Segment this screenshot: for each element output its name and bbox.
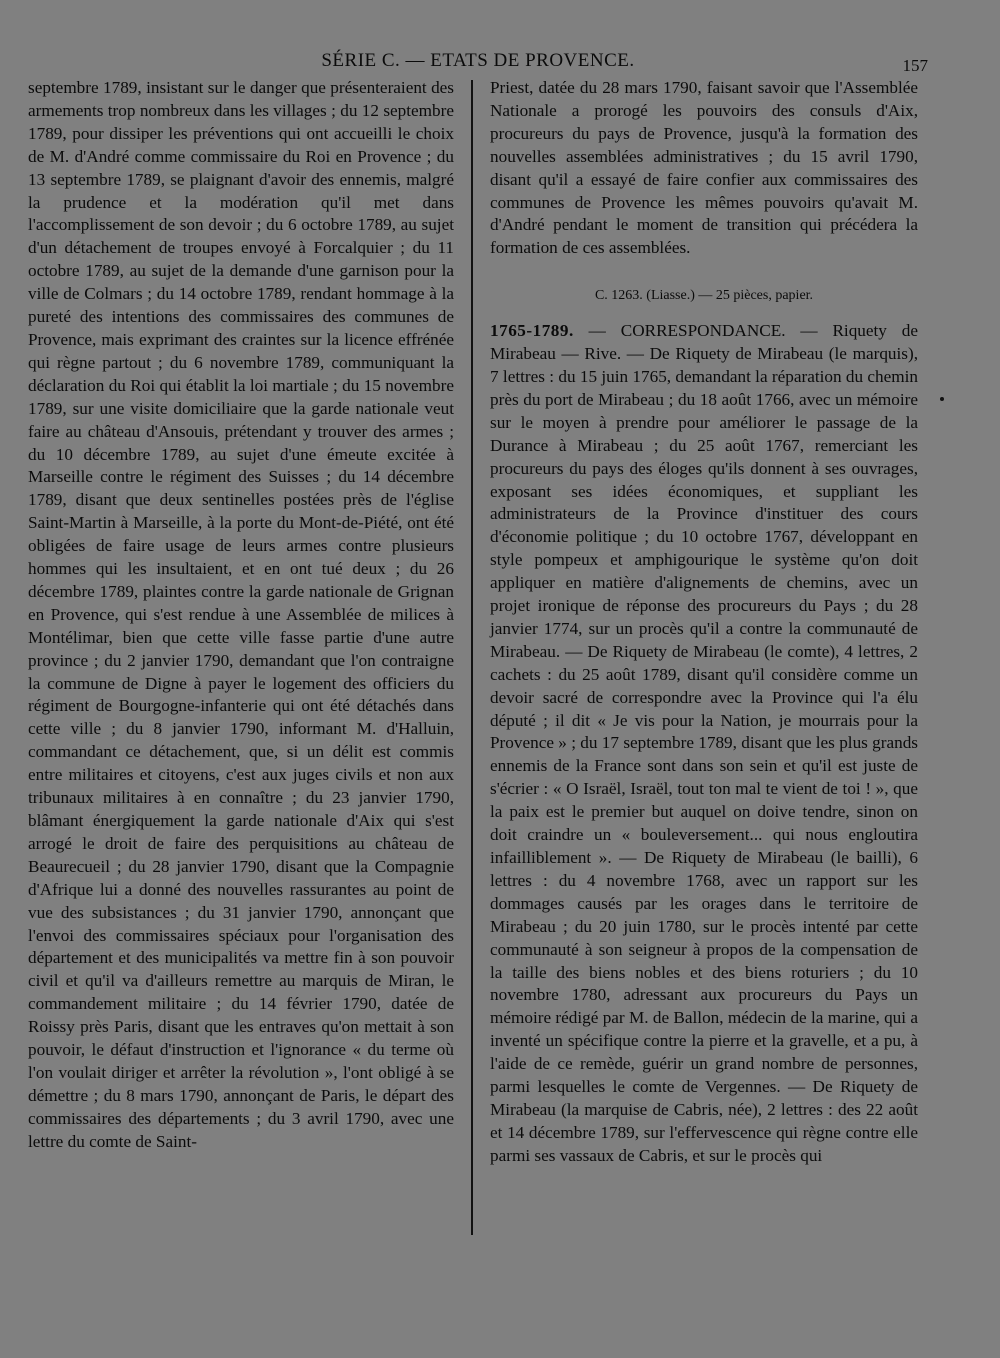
margin-dot [940, 397, 944, 401]
page-header [28, 50, 928, 74]
left-column-text: septembre 1789, insistant sur le danger que présenteraient des armements trop nombreux dans les villages ; du 12 septembre 1789, pour dissiper les préventions qui ont accueilli le choix de M. d'André comme commissaire du Roi en Provence ; du 13 septembre 1789, se plaignant d'avoir des ennemis, malgré la prudence et la modération qu'il met dans l'accomplissement de son devoir ; du 6 octobre 1789, au sujet d'un détachement de troupes envoyé à Forcalquier ; du 11 octobre 1789, au sujet de la demande d'une garnison pour la ville de Colmars ; du 14 octobre 1789, rendant hommage à la pureté des intentions des commissaires des communes de Provence, mais exprimant des craintes sur la licence effrénée qui règne partout ; du 6 novembre 1789, communiquant la déclaration du Roi qui établit la loi martiale ; du 15 novembre 1789, sur une visite domiciliaire que la garde nationale veut faire au château d'Ansouis, prétendant y trouver des armes ; du 10 décembre 1789, au sujet d'une émeute excitée à Marseille contre le régiment des Suisses ; du 14 décembre 1789, disant que deux sentinelles postées près de l'église Saint-Martin à Marseille, à la porte du Mont-de-Piété, ont été obligées de faire usage de leurs armes contre plusieurs hommes qui les insultaient, et en ont tué deux ; du 26 décembre 1789, plaintes contre la garde nationale de Grignan en Provence, qui s'est rendue à une Assemblée de milices à Montélimar, bien que cette ville fasse partie d'une autre province ; du 2 janvier 1790, demandant que l'on contraigne la commune de Digne à payer le logement des officiers du régiment de Bourgogne-infanterie qui ont été détachés dans cette ville ; du 8 janvier 1790, informant M. d'Halluin, commandant ce détachement, que, si un délit est commis entre militaires et citoyens, c'est aux juges civils et non aux tribunaux militaires à en connaître ; du 23 janvier 1790, blâmant énergiquement la garde nationale d'Aix qui s'est arrogé le droit de faire des perquisitions au château de Beaurecueil ; du 28 janvier 1790, disant que la Compagnie d'Afrique lui a donné des nouvelles rassurantes au point de vue des subsistances ; du 31 janvier 1790, annonçant que l'envoi des commissaires spéciaux pour l'organisation des département et des municipalités va mettre fin à son pouvoir civil et qu'il va d'ailleurs remettre au marquis de Miran, le commandement militaire ; du 14 février 1790, datée de Roissy près Paris, disant que les entraves qu'on mettait à son pouvoir, le défaut d'instruction et l'ignorance « du terme où l'on voulait diriger et arrêter la révolution », l'ont obligé à se démettre ; du 8 mars 1790, annonçant de Paris, le départ des commissaires des départements ; du 3 avril 1790, avec une lettre du comte de Saint- [28, 78, 454, 1151]
entry-date: 1765-1789. [490, 321, 574, 341]
entry-paragraph [490, 320, 918, 1168]
archive-reference: C. 1263. (Liasse.) — 25 pièces, papier. [594, 288, 814, 304]
left-column [28, 77, 454, 1154]
running-title: SÉRIE C. — ETATS DE PROVENCE. [321, 50, 635, 71]
right-column-intro: Priest, datée du 28 mars 1790, faisant savoir que l'Assemblée Nationale a prorogé les pouvoirs des consuls d'Aix, procureurs du pays de Provence, jusqu'à la formation des nouvelles assemblées administratives ; du 15 avril 1790, disant qu'il a essayé de faire confier aux commissaires des communes de Provence les mêmes pouvoirs qu'avait M. d'André pendant le moment de transition qui précédera la formation de ces assemblées. [490, 78, 918, 258]
right-column [490, 77, 918, 1168]
page-number: 157 [902, 56, 928, 75]
entry-text: — CORRESPONDANCE. — Riquety de Mirabeau — Rive. — De Riquety de Mirabeau (le marquis), 7 lettres : du 15 juin 1765, demandant la réparation du chemin près du port de Mirabeau ; du 18 août 1766, avec un mémoire sur le moyen à prendre pour améliorer le passage de la Durance à Mirabeau ; du 25 août 1767, remerciant les procureurs du pays des éloges qu'ils donnent à ses ouvrages, exposant ses idées économiques, et suppliant les administrateurs de la Province d'instituer des cours d'économie politique ; du 10 octobre 1767, développant en style pompeux et amphigourique le système qu'on doit appliquer en matière d'alignements de chemins, avec un projet ironique de réponse des procureurs du Pays ; du 28 janvier 1774, sur un procès qu'il a contre la communauté de Mirabeau. — De Riquety de Mirabeau (le comte), 4 lettres, 2 cachets : du 25 août 1789, disant qu'il considère comme un devoir sacré de correspondre avec la Province qui l'a élu député ; il dit « Je vis pour la Nation, je mourrais pour la Provence » ; du 17 septembre 1789, disant que les plus grands ennemis de la France sont dans son sein et qu'il est juste de s'écrier : « O Israël, Israël, tout ton mal te vient de toi ! », que la paix est le premier but auquel on doive tendre, sinon on doit craindre un « bouleversement... qui nous engloutira infailliblement ». — De Riquety de Mirabeau (le bailli), 6 lettres : du 4 novembre 1768, avec un rapport sur les dommages causés par les orages dans le territoire de Mirabeau ; du 20 juin 1780, sur le procès intenté par cette communauté à son seigneur à propos de la compensation de la taille des biens nobles et des biens roturiers ; du 10 novembre 1780, adressant aux procureurs du Pays un mémoire rédigé par M. de Ballon, médecin de la marine, qui a inventé un spécifique contre la pierre et la gravelle, et a pu, à l'aide de ce remède, guérir un grand nombre de personnes, parmi lesquelles le comte de Vergennes. — De Riquety de Mirabeau (la marquise de Cabris, née), 2 lettres : des 22 août et 14 décembre 1789, sur l'effervescence qui règne contre elle parmi ses vassaux de Cabris, et sur le procès qui [490, 321, 918, 1165]
column-divider [471, 80, 473, 1235]
